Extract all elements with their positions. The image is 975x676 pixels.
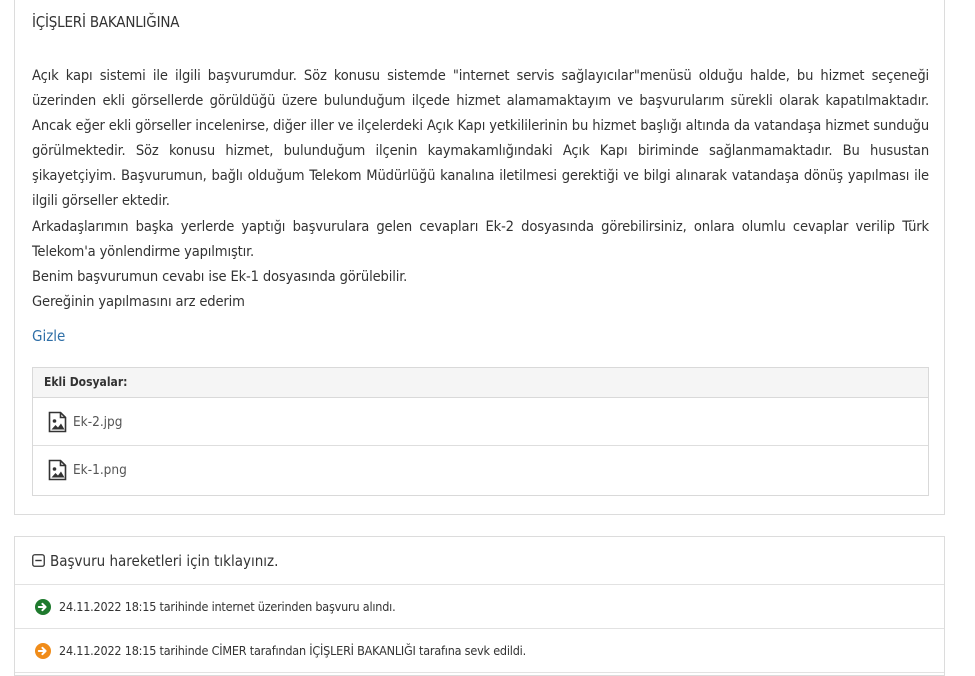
attachments-box <box>32 367 929 496</box>
arrow-right-circle-icon <box>35 599 51 615</box>
complaint-body <box>32 63 929 314</box>
history-item-text: 24.11.2022 18:15 tarihinde CİMER tarafından İÇİŞLERİ BAKANLIĞI tarafına sevk edildi. <box>59 643 526 658</box>
history-title: Başvuru hareketleri için tıklayınız. <box>50 551 279 570</box>
attachment-item[interactable] <box>33 446 928 494</box>
addressee-heading: İÇİŞLERİ BAKANLIĞINA <box>32 13 180 31</box>
arrow-right-circle-icon <box>35 643 51 659</box>
attachments-header: Ekli Dosyalar: <box>33 368 928 398</box>
image-file-icon <box>48 411 68 433</box>
image-file-icon <box>48 459 68 481</box>
history-item <box>15 585 944 629</box>
complaint-paragraph: Açık kapı sistemi ile ilgili başvurumdur. Söz konusu sistemde "internet servis sağlayıcılar"menüsü olduğu halde, bu hizmet seçeneği üzerinden ekli görsellerde görüldüğü üzere bulunduğum ilçede hizmet alamamaktayım ve başvurularım sürekli olarak kapatılmaktadır. Ancak eğer ekli görseller incelenirse, diğer iller ve ilçelerdeki Açık Kapı yetkililerinin bu hizmet başlığı altında da vatandaşa hizmet sunduğu görülmektedir. Söz konusu hizmet, bulunduğum ilçenin kaymakamlığındaki Açık Kapı biriminde sağlanmamaktadır. Bu husustan şikayetçiyim. Başvurumun, bağlı olduğum Telekom Müdürlüğü kanalına iletilmesi gerektiği ve bilgi alınarak vatandaşa dönüş yapılması ile ilgili görseller ektedir. <box>32 67 929 210</box>
minus-square-icon <box>32 554 45 567</box>
complaint-panel <box>14 0 945 515</box>
complaint-paragraph: Gereğinin yapılmasını arz ederim <box>32 292 245 310</box>
hide-link[interactable]: Gizle <box>32 327 66 345</box>
complaint-paragraph: Benim başvurumun cevabı ise Ek-1 dosyasında görülebilir. <box>32 267 408 285</box>
history-item-text: 24.11.2022 18:15 tarihinde internet üzerinden başvuru alındı. <box>59 599 396 614</box>
attachment-item[interactable] <box>33 398 928 446</box>
history-panel <box>14 536 945 676</box>
history-toggle[interactable] <box>15 537 944 585</box>
history-item <box>15 629 944 673</box>
complaint-paragraph: Arkadaşlarımın başka yerlerde yaptığı başvurulara gelen cevapları Ek-2 dosyasında görebilirsiniz, onlara olumlu cevaplar verilip Türk Telekom'a yönlendirme yapılmıştır. <box>32 217 929 260</box>
attachment-name: Ek-2.jpg <box>73 413 123 430</box>
attachment-name: Ek-1.png <box>73 462 127 478</box>
